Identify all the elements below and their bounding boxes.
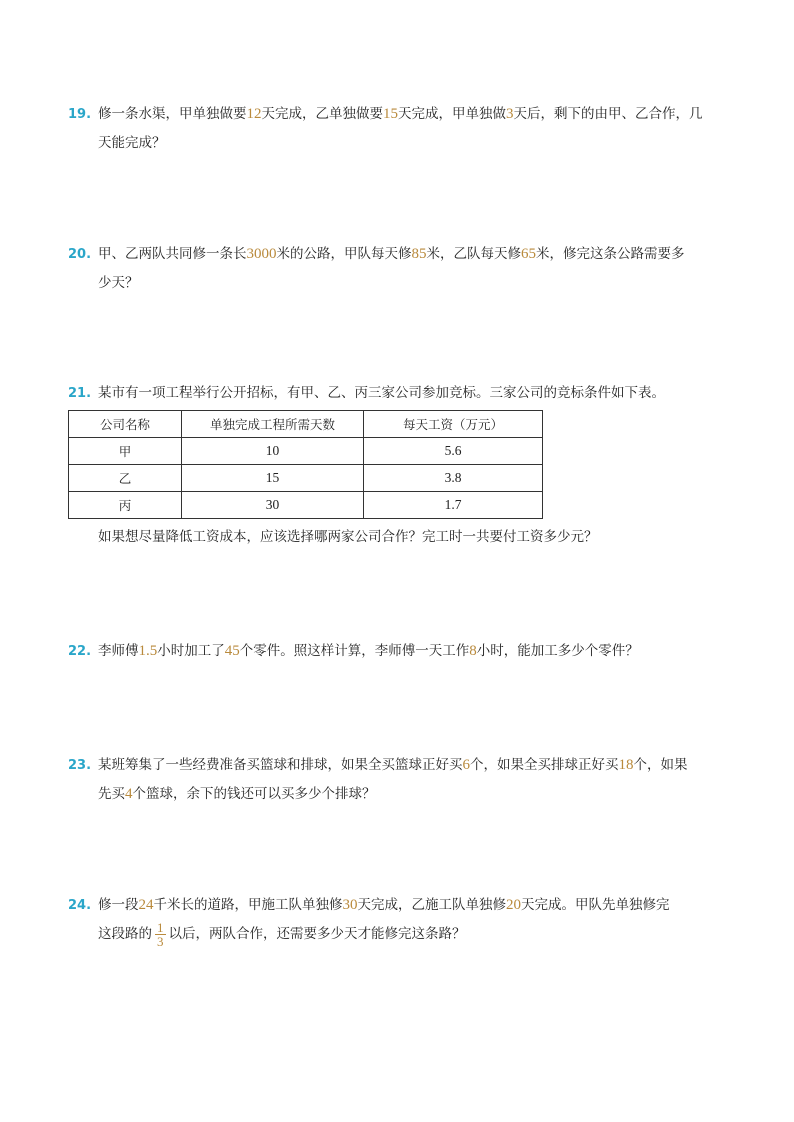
number-highlight: 3 bbox=[506, 106, 514, 122]
problem-19 bbox=[68, 100, 732, 158]
fraction-denominator: 3 bbox=[157, 934, 164, 949]
number-highlight: 4 bbox=[125, 786, 133, 802]
number-highlight: 85 bbox=[411, 246, 427, 262]
number-highlight: 45 bbox=[224, 643, 240, 659]
table-cell: 15 bbox=[182, 465, 364, 492]
text-segment: 天后，剩下的由甲、乙合作，几 bbox=[513, 106, 703, 122]
text-segment: 米的公路，甲队每天修 bbox=[276, 246, 412, 262]
problem-text bbox=[98, 891, 732, 949]
bid-table bbox=[68, 410, 543, 519]
text-segment: 这段路的 bbox=[98, 926, 152, 942]
problem-22 bbox=[68, 637, 732, 666]
number-highlight: 65 bbox=[521, 246, 536, 262]
number-highlight: 24 bbox=[138, 897, 154, 913]
number-highlight: 20 bbox=[506, 897, 521, 913]
table-cell: 丙 bbox=[69, 492, 182, 519]
table-row bbox=[69, 465, 543, 492]
text-segment: 修一段 bbox=[98, 897, 139, 913]
problem-21-question bbox=[68, 523, 732, 552]
problem-number: 20. bbox=[68, 247, 92, 262]
text-segment: 千米长的道路，甲施工队单独修 bbox=[153, 897, 343, 913]
number-highlight: 15 bbox=[383, 106, 398, 122]
problem-text bbox=[98, 751, 732, 809]
table-cell: 甲 bbox=[69, 438, 182, 465]
text-segment: 个，如果 bbox=[633, 757, 688, 773]
problem-intro: 某市有一项工程举行公开招标，有甲、乙、丙三家公司参加竞标。三家公司的竞标条件如下表。 bbox=[98, 385, 665, 401]
text-segment: 个，如果全买排球正好买 bbox=[470, 757, 619, 773]
text-segment: 先买 bbox=[98, 786, 125, 802]
table-cell: 5.6 bbox=[364, 438, 543, 465]
text-segment: 个零件。照这样计算，李师傅一天工作 bbox=[239, 643, 470, 659]
column-header: 公司名称 bbox=[69, 411, 182, 438]
number-highlight: 30 bbox=[342, 897, 358, 913]
problem-23 bbox=[68, 751, 732, 809]
text-segment: 以后，两队合作，还需要多少天才能修完这条路？ bbox=[168, 926, 466, 942]
column-header: 单独完成工程所需天数 bbox=[182, 411, 364, 438]
problem-question: 如果想尽量降低工资成本，应该选择哪两家公司合作？完工时一共要付工资多少元？ bbox=[98, 529, 598, 545]
text-segment: 修一条水渠，甲单独做要 bbox=[98, 106, 247, 122]
table-cell: 10 bbox=[182, 438, 364, 465]
number-highlight: 1.5 bbox=[138, 643, 158, 659]
table-row bbox=[69, 438, 543, 465]
table-header-row bbox=[69, 411, 543, 438]
problem-21 bbox=[68, 379, 732, 408]
number-highlight: 18 bbox=[618, 757, 634, 773]
text-segment: 李师傅 bbox=[98, 643, 139, 659]
text-segment: 少天？ bbox=[98, 275, 139, 291]
problem-number: 24. bbox=[68, 898, 92, 913]
text-segment: 天完成。甲队先单独修完 bbox=[521, 897, 670, 913]
table-cell: 3.8 bbox=[364, 465, 543, 492]
text-segment: 天完成，甲单独做 bbox=[398, 106, 506, 122]
text-segment: 天能完成？ bbox=[98, 135, 166, 151]
number-highlight: 12 bbox=[246, 106, 262, 122]
text-segment: 天完成，乙施工队单独修 bbox=[357, 897, 506, 913]
text-segment: 某班筹集了一些经费准备买篮球和排球，如果全买篮球正好买 bbox=[98, 757, 463, 773]
text-segment: 米，乙队每天修 bbox=[426, 246, 521, 262]
problem-text bbox=[98, 100, 732, 158]
text-segment: 甲、乙两队共同修一条长 bbox=[98, 246, 247, 262]
text-segment: 小时，能加工多少个零件？ bbox=[476, 643, 639, 659]
text-segment: 米，修完这条公路需要多 bbox=[536, 246, 685, 262]
table-cell: 30 bbox=[182, 492, 364, 519]
problem-number: 21. bbox=[68, 386, 92, 401]
text-segment: 天完成，乙单独做要 bbox=[261, 106, 383, 122]
problem-20 bbox=[68, 240, 732, 298]
text-segment: 小时加工了 bbox=[157, 643, 225, 659]
table-cell: 乙 bbox=[69, 465, 182, 492]
problem-number: 23. bbox=[68, 758, 92, 773]
column-header: 每天工资（万元） bbox=[364, 411, 543, 438]
problem-24 bbox=[68, 891, 732, 949]
number-highlight: 3000 bbox=[246, 246, 277, 262]
fraction-numerator: 1 bbox=[157, 920, 164, 935]
number-highlight: 6 bbox=[462, 757, 470, 773]
number-highlight: 8 bbox=[469, 643, 477, 659]
problem-text bbox=[98, 637, 732, 666]
problem-text bbox=[98, 240, 732, 298]
table-cell: 1.7 bbox=[364, 492, 543, 519]
problem-number: 19. bbox=[68, 107, 92, 122]
text-segment: 个篮球，余下的钱还可以买多少个排球？ bbox=[132, 786, 376, 802]
table-row bbox=[69, 492, 543, 519]
fraction-one-third bbox=[155, 921, 166, 948]
problem-number: 22. bbox=[68, 644, 92, 659]
